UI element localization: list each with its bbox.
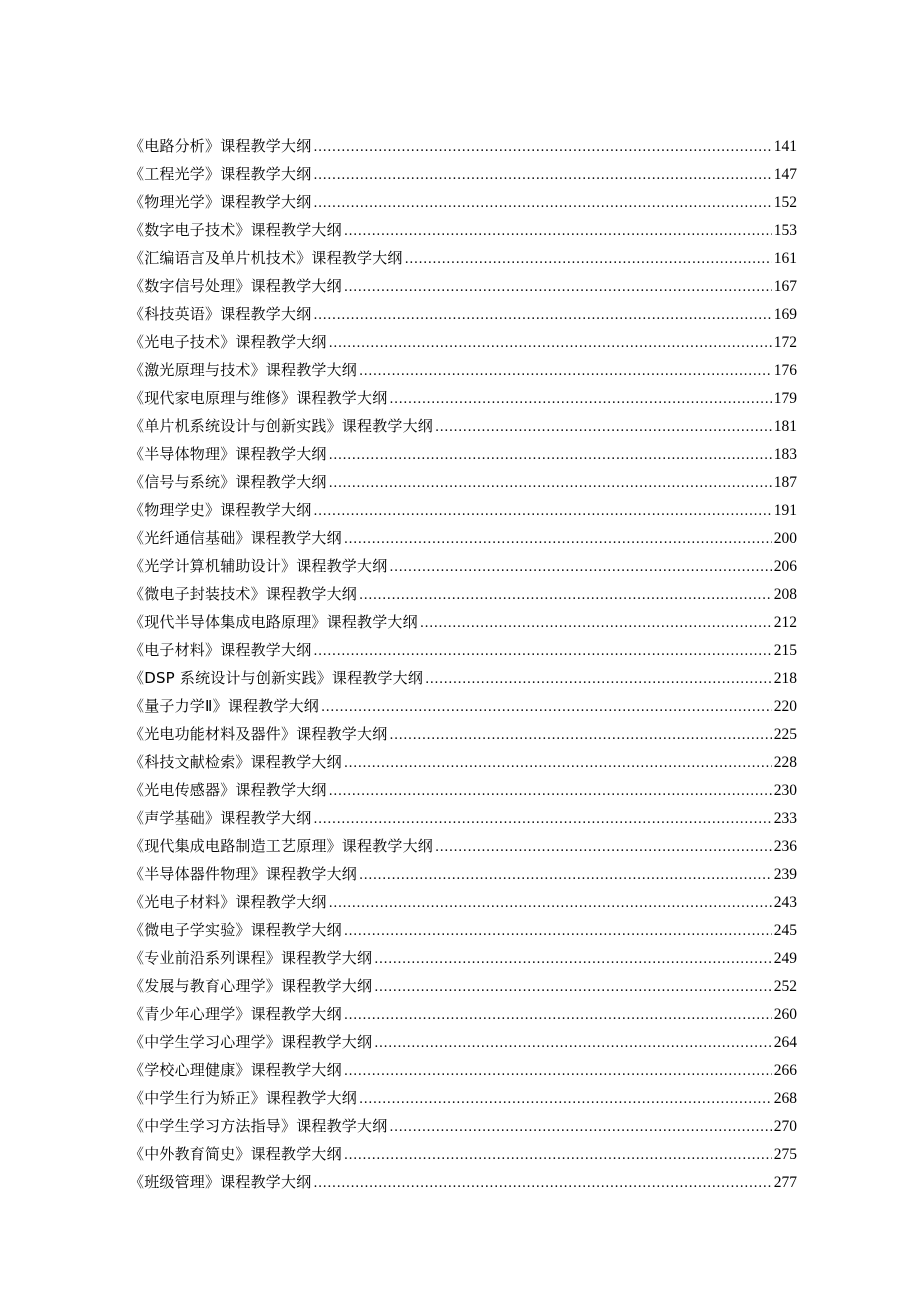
toc-entry-title: 《现代家电原理与维修》课程教学大纲 (129, 389, 388, 407)
toc-entry-title: 《现代集成电路制造工艺原理》课程教学大纲 (129, 837, 434, 855)
toc-entry[interactable] (129, 916, 797, 944)
toc-entry-page-number: 228 (773, 754, 797, 771)
toc-entry[interactable] (129, 552, 797, 580)
toc-entry-page-number: 179 (773, 390, 797, 407)
toc-entry[interactable] (129, 216, 797, 244)
toc-dot-leader (389, 722, 771, 750)
toc-entry-title: 《声学基础》课程教学大纲 (129, 809, 312, 827)
toc-entry-page-number: 230 (773, 782, 797, 799)
toc-entry-page-number: 176 (773, 362, 797, 379)
toc-entry-page-number: 236 (773, 838, 797, 855)
toc-entry-page-number: 233 (773, 810, 797, 827)
toc-entry[interactable] (129, 524, 797, 552)
toc-dot-leader (344, 750, 772, 778)
toc-entry-page-number: 266 (773, 1062, 797, 1079)
toc-entry[interactable] (129, 272, 797, 300)
toc-entry[interactable] (129, 160, 797, 188)
toc-entry-page-number: 206 (773, 558, 797, 575)
toc-entry-page-number: 141 (773, 138, 797, 155)
toc-entry[interactable] (129, 1168, 797, 1196)
toc-entry-page-number: 200 (773, 530, 797, 547)
toc-entry-title: 《半导体器件物理》课程教学大纲 (129, 865, 358, 883)
toc-entry-title: 《信号与系统》课程教学大纲 (129, 473, 327, 491)
toc-entry[interactable] (129, 832, 797, 860)
toc-entry-title: 《中学生行为矫正》课程教学大纲 (129, 1089, 358, 1107)
toc-entry[interactable] (129, 300, 797, 328)
toc-entry-title: 《电路分析》课程教学大纲 (129, 137, 312, 155)
toc-entry-title: 《工程光学》课程教学大纲 (129, 165, 312, 183)
toc-entry[interactable] (129, 132, 797, 160)
toc-entry-title: 《发展与教育心理学》课程教学大纲 (129, 977, 373, 995)
toc-entry-title: 《物理学史》课程教学大纲 (129, 501, 312, 519)
toc-entry-title: 《量子力学Ⅱ》课程教学大纲 (129, 697, 319, 715)
toc-dot-leader (344, 1142, 772, 1170)
toc-dot-leader (313, 302, 771, 330)
toc-entry[interactable] (129, 580, 797, 608)
toc-entry-title: 《科技文献检索》课程教学大纲 (129, 753, 342, 771)
toc-entry[interactable] (129, 468, 797, 496)
toc-entry[interactable] (129, 384, 797, 412)
toc-dot-leader (313, 806, 771, 834)
toc-dot-leader (374, 974, 772, 1002)
toc-entry-title: 《电子材料》课程教学大纲 (129, 641, 312, 659)
toc-entry[interactable] (129, 636, 797, 664)
toc-dot-leader (329, 778, 772, 806)
toc-dot-leader (329, 890, 772, 918)
toc-dot-leader (435, 834, 772, 862)
toc-entry-title: 《专业前沿系列课程》课程教学大纲 (129, 949, 373, 967)
toc-dot-leader (359, 358, 772, 386)
toc-entry-title: 《中学生学习心理学》课程教学大纲 (129, 1033, 373, 1051)
toc-entry-page-number: 181 (773, 418, 797, 435)
toc-dot-leader (344, 274, 772, 302)
toc-entry[interactable] (129, 860, 797, 888)
toc-entry[interactable] (129, 1028, 797, 1056)
table-of-contents (129, 132, 797, 1196)
toc-entry-page-number: 187 (773, 474, 797, 491)
toc-entry-page-number: 152 (773, 194, 797, 211)
toc-entry-page-number: 183 (773, 446, 797, 463)
toc-entry-title: 《微电子学实验》课程教学大纲 (129, 921, 342, 939)
toc-dot-leader (389, 386, 771, 414)
toc-entry-title: 《光学计算机辅助设计》课程教学大纲 (129, 557, 388, 575)
toc-entry[interactable] (129, 720, 797, 748)
toc-entry-title: 《科技英语》课程教学大纲 (129, 305, 312, 323)
toc-dot-leader (313, 134, 771, 162)
toc-dot-leader (344, 526, 772, 554)
toc-entry-page-number: 212 (773, 614, 797, 631)
toc-entry-page-number: 245 (773, 922, 797, 939)
toc-entry-title: 《激光原理与技术》课程教学大纲 (129, 361, 358, 379)
toc-entry-page-number: 260 (773, 1006, 797, 1023)
toc-entry-page-number: 215 (773, 642, 797, 659)
toc-entry[interactable] (129, 888, 797, 916)
toc-entry-title: 《中外教育简史》课程教学大纲 (129, 1145, 342, 1163)
toc-entry-title: 《光电功能材料及器件》课程教学大纲 (129, 725, 388, 743)
toc-dot-leader (313, 190, 771, 218)
toc-dot-leader (405, 246, 772, 274)
toc-entry-title: 《半导体物理》课程教学大纲 (129, 445, 327, 463)
toc-dot-leader (329, 330, 772, 358)
toc-entry-title: 《班级管理》课程教学大纲 (129, 1173, 312, 1191)
toc-entry[interactable] (129, 328, 797, 356)
toc-entry-title: 《光电传感器》课程教学大纲 (129, 781, 327, 799)
toc-dot-leader (329, 470, 772, 498)
toc-entry[interactable] (129, 692, 797, 720)
toc-entry-title: 《光电子技术》课程教学大纲 (129, 333, 327, 351)
toc-dot-leader (435, 414, 772, 442)
toc-entry-page-number: 243 (773, 894, 797, 911)
toc-entry[interactable] (129, 664, 797, 692)
toc-entry-title: 《单片机系统设计与创新实践》课程教学大纲 (129, 417, 434, 435)
toc-entry[interactable] (129, 1056, 797, 1084)
toc-dot-leader (313, 498, 771, 526)
toc-entry-title: 《DSP 系统设计与创新实践》课程教学大纲 (129, 669, 424, 687)
toc-dot-leader (321, 694, 772, 722)
toc-dot-leader (359, 862, 772, 890)
toc-entry-page-number: 252 (773, 978, 797, 995)
toc-entry[interactable] (129, 412, 797, 440)
toc-entry-title: 《中学生学习方法指导》课程教学大纲 (129, 1117, 388, 1135)
toc-entry-page-number: 270 (773, 1118, 797, 1135)
toc-entry-page-number: 172 (773, 334, 797, 351)
toc-entry-title: 《现代半导体集成电路原理》课程教学大纲 (129, 613, 418, 631)
toc-entry[interactable] (129, 244, 797, 272)
toc-dot-leader (344, 218, 772, 246)
toc-entry-page-number: 275 (773, 1146, 797, 1163)
toc-entry-page-number: 161 (773, 250, 797, 267)
toc-entry-page-number: 239 (773, 866, 797, 883)
toc-entry[interactable] (129, 944, 797, 972)
toc-entry-title: 《光纤通信基础》课程教学大纲 (129, 529, 342, 547)
toc-entry-title: 《学校心理健康》课程教学大纲 (129, 1061, 342, 1079)
toc-entry-page-number: 264 (773, 1034, 797, 1051)
toc-dot-leader (359, 582, 772, 610)
toc-entry[interactable] (129, 972, 797, 1000)
toc-dot-leader (374, 1030, 772, 1058)
toc-entry[interactable] (129, 804, 797, 832)
toc-dot-leader (313, 162, 771, 190)
toc-dot-leader (389, 1114, 771, 1142)
toc-entry[interactable] (129, 188, 797, 216)
toc-entry-title: 《数字信号处理》课程教学大纲 (129, 277, 342, 295)
toc-dot-leader (374, 946, 772, 974)
toc-dot-leader (344, 1058, 772, 1086)
toc-entry-page-number: 225 (773, 726, 797, 743)
toc-dot-leader (389, 554, 771, 582)
toc-dot-leader (344, 1002, 772, 1030)
toc-dot-leader (425, 666, 772, 694)
toc-entry-page-number: 169 (773, 306, 797, 323)
toc-entry[interactable] (129, 1000, 797, 1028)
toc-entry[interactable] (129, 748, 797, 776)
toc-entry-title: 《青少年心理学》课程教学大纲 (129, 1005, 342, 1023)
toc-entry-title: 《光电子材料》课程教学大纲 (129, 893, 327, 911)
toc-entry-page-number: 191 (773, 502, 797, 519)
toc-entry[interactable] (129, 356, 797, 384)
toc-entry[interactable] (129, 440, 797, 468)
toc-entry[interactable] (129, 1140, 797, 1168)
toc-entry[interactable] (129, 496, 797, 524)
toc-entry-page-number: 208 (773, 586, 797, 603)
toc-dot-leader (329, 442, 772, 470)
toc-entry-title: 《汇编语言及单片机技术》课程教学大纲 (129, 249, 403, 267)
toc-entry-page-number: 218 (773, 670, 797, 687)
toc-entry-page-number: 268 (773, 1090, 797, 1107)
toc-entry-page-number: 277 (773, 1174, 797, 1191)
toc-entry[interactable] (129, 1084, 797, 1112)
toc-entry[interactable] (129, 776, 797, 804)
toc-entry[interactable] (129, 608, 797, 636)
toc-entry-title: 《微电子封装技术》课程教学大纲 (129, 585, 358, 603)
toc-entry-page-number: 249 (773, 950, 797, 967)
toc-entry-page-number: 167 (773, 278, 797, 295)
toc-dot-leader (420, 610, 772, 638)
toc-entry-title: 《数字电子技术》课程教学大纲 (129, 221, 342, 239)
toc-entry-title: 《物理光学》课程教学大纲 (129, 193, 312, 211)
toc-dot-leader (313, 1170, 771, 1198)
toc-entry-page-number: 220 (773, 698, 797, 715)
toc-entry[interactable] (129, 1112, 797, 1140)
toc-dot-leader (359, 1086, 772, 1114)
toc-dot-leader (313, 638, 771, 666)
toc-entry-page-number: 147 (773, 166, 797, 183)
toc-dot-leader (344, 918, 772, 946)
toc-entry-page-number: 153 (773, 222, 797, 239)
